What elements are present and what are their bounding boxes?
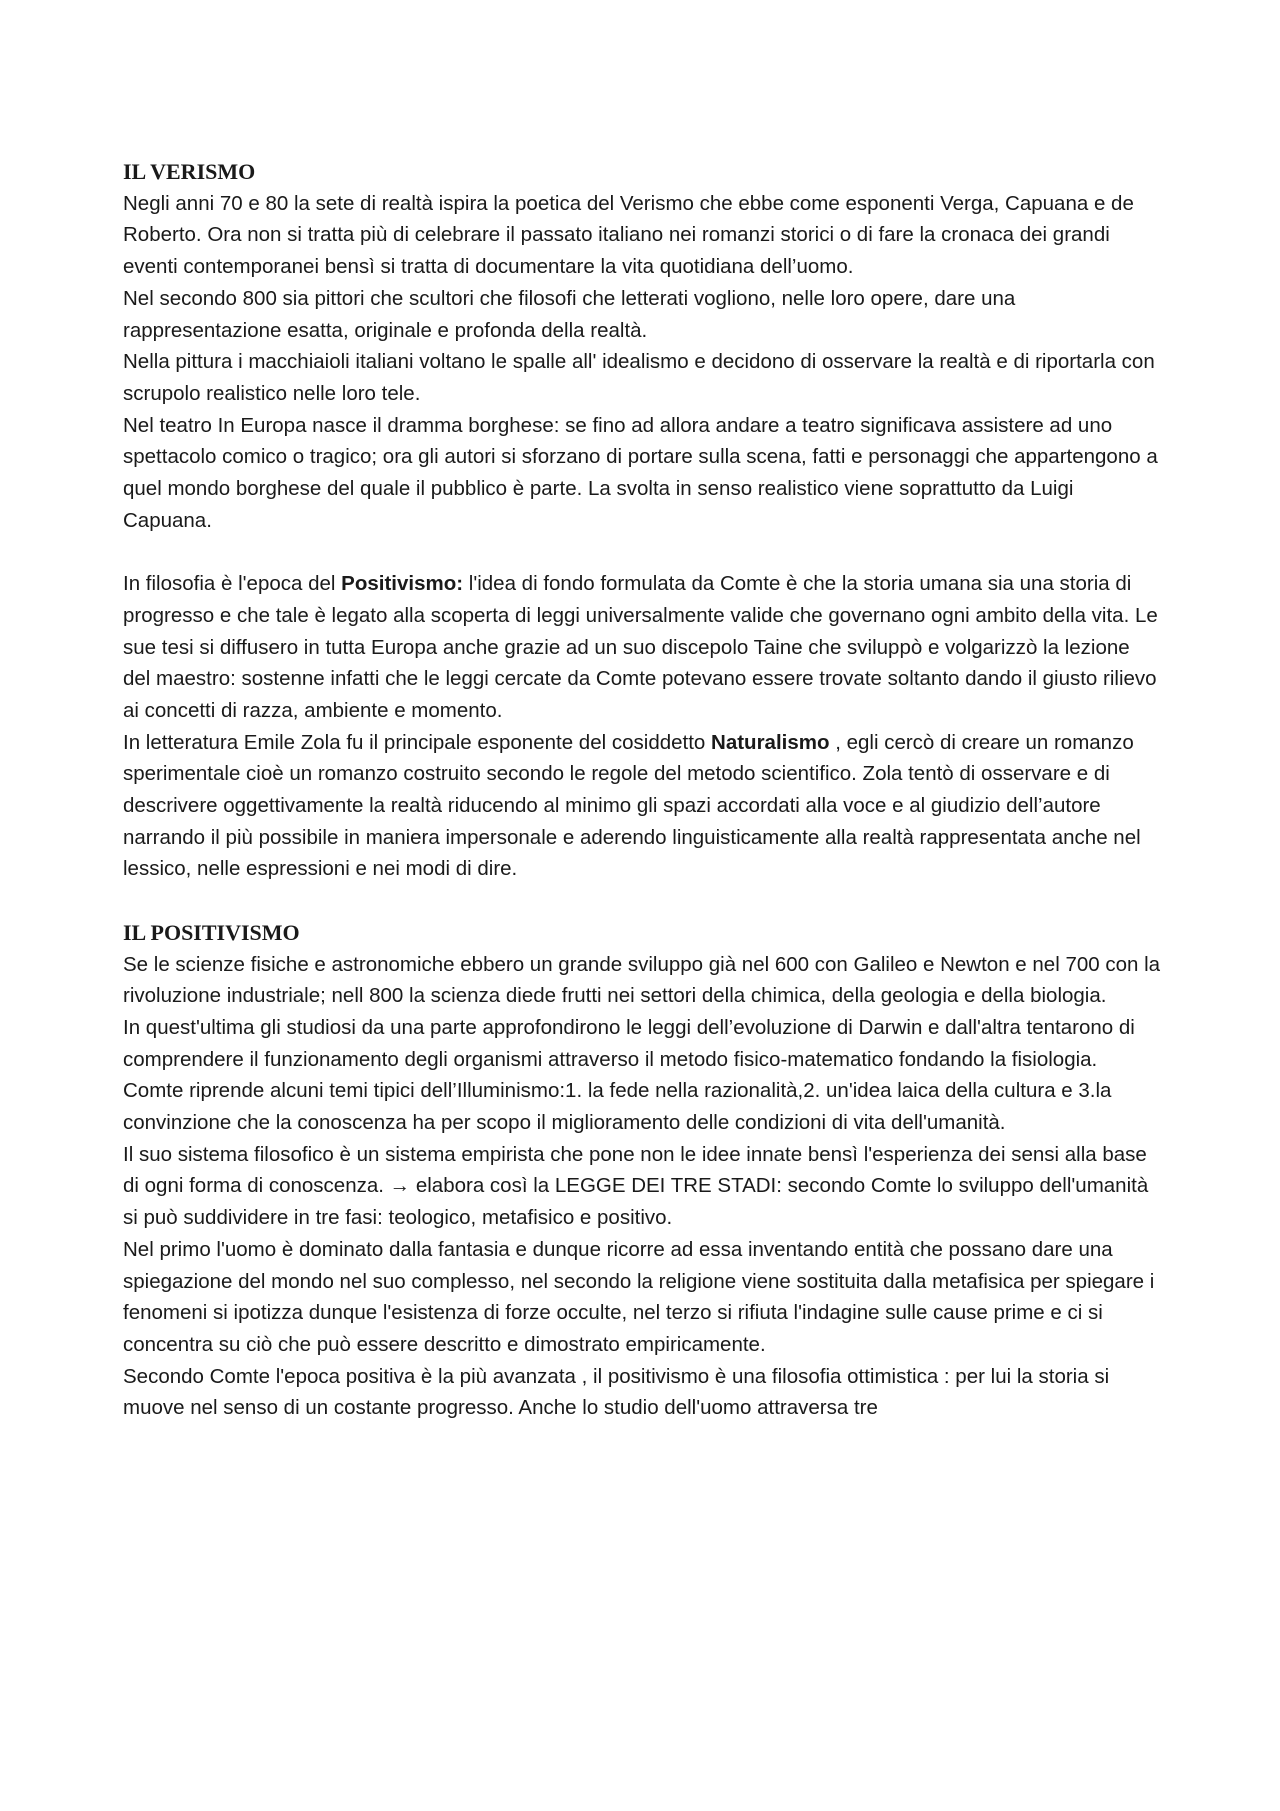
text-run: , egli cercò di creare un romanzo sperimentale cioè un romanzo costruito secondo le regole del metodo scientifico. Zola tentò di osservare e di descrivere oggettivamente la realtà riducendo al minimo gli spazi accordati alla voce e al giudizio dell’autore narrando il più possibile in maniera impersonale e aderendo linguisticamente alla realtà rappresentata anche nel lessico, nelle espressioni e nei modi di dire. (123, 730, 1141, 881)
paragraph: Nella pittura i macchiaioli italiani voltano le spalle all' idealismo e decidono di osservare la realtà e di riportarla con scrupolo realistico nelle loro tele. (123, 350, 1155, 405)
paragraph: In quest'ultima gli studiosi da una parte approfondirono le leggi dell’evoluzione di Darwin e dall'altra tentarono di comprendere il funzionamento degli organismi attraverso il metodo fisico-matematico fondando la fisiologia. (123, 1015, 1135, 1071)
paragraph: Nel teatro In Europa nasce il dramma borghese: se fino ad allora andare a teatro significava assistere ad uno spettacolo comico o tragico; ora gli autori si sforzano di portare sulla scena, fatti e personaggi che appartengono a quel mondo borghese del quale il pubblico è parte. La svolta in senso realistico viene soprattutto da Luigi Capuana. (123, 413, 1158, 532)
text-run: In letteratura Emile Zola fu il principale esponente del cosiddetto (123, 730, 712, 754)
paragraph: Se le scienze fisiche e astronomiche ebbero un grande sviluppo già nel 600 con Galileo e Newton e nel 700 con la rivoluzione industriale; nell 800 la scienza diede frutti nei settori della chimica, della geologia e della biologia. (123, 952, 1161, 1008)
blank-line (123, 885, 1162, 917)
section-title-verismo: IL VERISMO (123, 159, 256, 184)
paragraph: Negli anni 70 e 80 la sete di realtà ispira la poetica del Verismo che ebbe come esponenti Verga, Capuana e de Roberto. Ora non si tratta più di celebrare il passato italiano nei romanzi storici o di fare la cronaca dei grandi eventi contemporanei bensì si tratta di documentare la vita quotidiana dell’uomo. (123, 191, 1134, 279)
text-run: In filosofia è l'epoca del (123, 572, 342, 596)
paragraph: Comte riprende alcuni temi tipici dell’Illuminismo:1. la fede nella razionalità,2. un'idea laica della cultura e 3.la convinzione che la conoscenza ha per scopo il miglioramento delle condizioni di vita dell'umanità. (123, 1079, 1112, 1135)
text-run: l'idea di fondo formulata da Comte è che la storia umana sia una storia di progresso e che tale è legato alla scoperta di leggi universalmente valide che governano ogni ambito della vita. Le sue tesi si diffusero in tutta Europa anche grazie ad un suo discepolo Taine che sviluppò e volgarizzò la lezione del maestro: sostenne infatti che le leggi cercate da Comte potevano essere trovate soltanto dando il giusto rilievo ai concetti di razza, ambiente e momento. (123, 572, 1158, 722)
paragraph: Nel primo l'uomo è dominato dalla fantasia e dunque ricorre ad essa inventando entità che possano dare una spiegazione del mondo nel suo complesso, nel secondo la religione viene sostituita dalla metafisica per spiegare i fenomeni si ipotizza dunque l'esistenza di forze occulte, nel terzo si rifiuta l'indagine sulle cause prime e ci si concentra su ciò che può essere descritto e dimostrato empiricamente. (123, 1237, 1155, 1356)
paragraph (123, 568, 1162, 727)
paragraph: Secondo Comte l'epoca positiva è la più avanzata , il positivismo è una filosofia ottimistica : per lui la storia si muove nel senso di un costante progresso. Anche lo studio dell'uomo attraversa tre (123, 1364, 1110, 1420)
paragraph: Nel secondo 800 sia pittori che scultori che filosofi che letterati vogliono, nelle loro opere, dare una rappresentazione esatta, originale e profonda della realtà. (123, 286, 1016, 342)
paragraph (123, 727, 1162, 886)
section-title-positivismo: IL POSITIVISMO (123, 919, 300, 945)
bold-term-naturalismo: Naturalismo (711, 730, 830, 754)
blank-line (123, 536, 1162, 568)
bold-term-positivismo: Positivismo: (341, 572, 464, 596)
paragraph: Il suo sistema filosofico è un sistema empirista che pone non le idee innate bensì l'esperienza dei sensi alla base di ogni forma di conoscenza. → elabora così la LEGGE DEI TRE STADI: secondo Comte lo sviluppo dell'umanità si può suddividere in tre fasi: teologico, metafisico e positivo. (123, 1142, 1149, 1230)
